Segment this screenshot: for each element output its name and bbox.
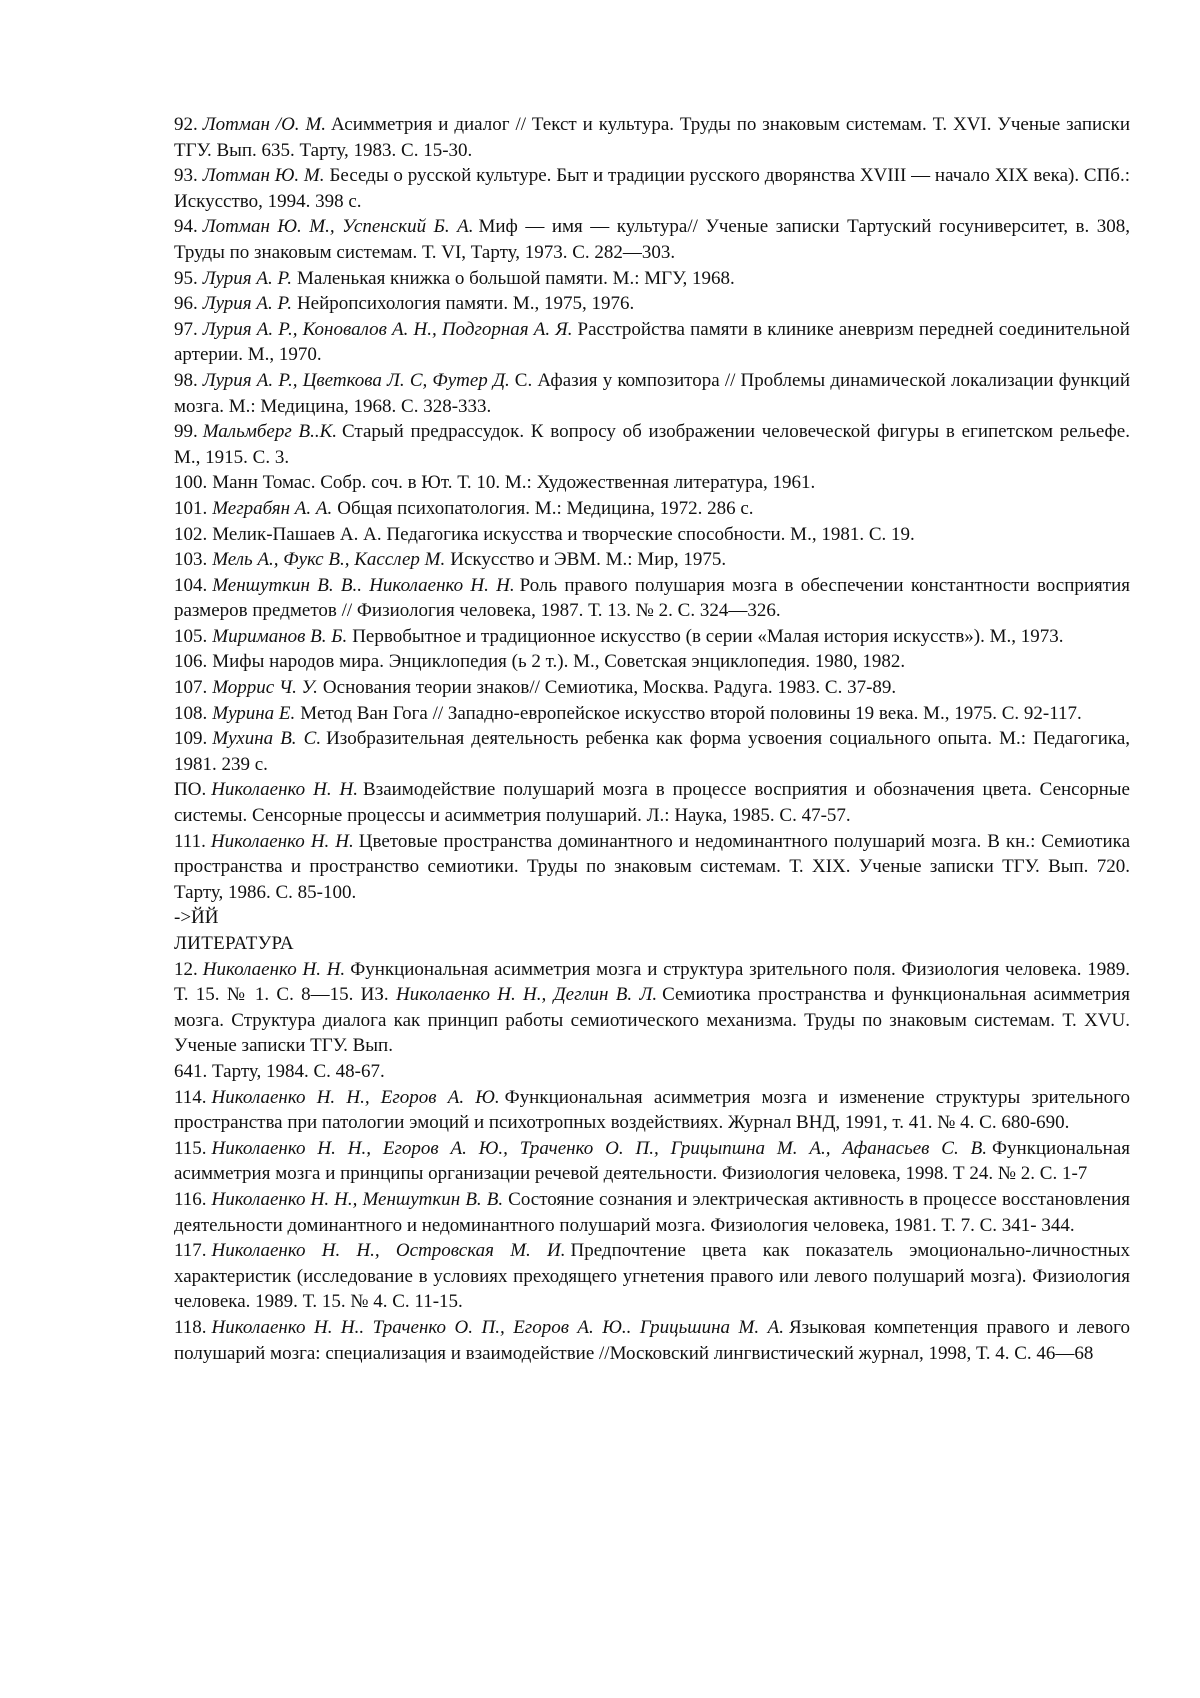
- reference-text: Мифы народов мира. Энциклопедия (ь 2 т.). М., Советская энциклопедия. 1980, 1982.: [212, 651, 906, 673]
- reference-number: 94.: [174, 216, 198, 238]
- reference-number: ПО.: [174, 779, 207, 801]
- reference-entry-112: [174, 957, 1130, 1059]
- reference-text: Состояние сознания и электрическая активность в процессе восстановления деятельности доминантного и недоминантного полушарий мозга. Физиология человека, 1981. Т. 7. С. 341- 344.: [174, 1188, 1130, 1236]
- reference-text: Мелик-Пашаев А. А. Педагогика искусства и творческие способности. М., 1981. С. 19.: [212, 523, 915, 545]
- reference-number: 103.: [174, 549, 208, 571]
- reference-entry: [174, 547, 1130, 573]
- reference-text: Функциональная асимметрия мозга и структура зрительного поля. Физиология человека. 1989. Т. 15. № 1. С. 8—15. ИЗ.: [174, 958, 1130, 1006]
- reference-entry: [174, 675, 1130, 701]
- reference-authors: Лурия А. Р.: [202, 267, 292, 289]
- reference-authors: Мальмберг В..К.: [202, 421, 337, 443]
- reference-entry: [174, 1315, 1130, 1366]
- reference-number: 97.: [174, 318, 198, 340]
- reference-authors: Лотман /О. М.: [202, 114, 327, 135]
- reference-authors: Николаенко Н. Н.. Траченко О. П., Егоров А. Ю.. Грицьшина М. А.: [211, 1316, 784, 1338]
- reference-text-113: Семиотика пространства и функциональная асимметрия мозга. Структура диалога как принцип работы семиотического механизма. Труды по знаковым системам. Т. XVU. Ученые записки ТГУ. Вып.: [174, 984, 1131, 1057]
- reference-authors: Николаенко Н. Н., Островская М. И.: [211, 1240, 566, 1262]
- reference-number: 106.: [174, 651, 208, 673]
- reference-authors: Лурия А. Р.: [202, 293, 292, 315]
- reference-number: 102.: [174, 523, 208, 545]
- reference-entry: [174, 214, 1130, 265]
- reference-number: 118.: [174, 1316, 207, 1338]
- reference-text: Миф — имя — культура// Ученые записки Тартуский госуниверситет, в. 308, Труды по знаковым системам. Т. VI, Тарту, 1973. С. 282—303.: [174, 216, 1131, 263]
- reference-entry: [174, 649, 1130, 675]
- reference-entry: [174, 368, 1130, 419]
- reference-number: 104.: [174, 574, 208, 596]
- reference-entry: [174, 291, 1130, 317]
- reference-text: Искусство и ЭВМ. М.: Мир, 1975.: [450, 549, 727, 571]
- reference-text: Расстройства памяти в клинике аневризм передней соединительной артерии. М., 1970.: [174, 318, 1130, 366]
- reference-text: Цветовые пространства доминантного и недоминантного полушарий мозга. В кн.: Семиотика пространства и пространство семиотики. Труды по знаковым системам. Т. XIX. Ученые записки ТГУ. Вып. 720. Тарту, 1986. С. 85-100.: [174, 830, 1131, 903]
- reference-entry: [174, 470, 1130, 496]
- reference-number: 101.: [174, 497, 208, 519]
- reference-number: 107.: [174, 677, 208, 699]
- reference-text: Роль правого полушария мозга в обеспечении константности восприятия размеров предметов // Физиология человека, 1987. Т. 13. № 2. С. 324—326.: [174, 574, 1130, 622]
- reference-text: Метод Ван Гога // Западно-европейское искусство второй половины 19 века. М., 1975. С. 92-117.: [300, 702, 1082, 724]
- reference-number: 117.: [174, 1240, 207, 1262]
- reference-authors: Лурия А. Р., Коновалов А. Н., Подгорная А. Я.: [202, 318, 573, 340]
- reference-text: Функциональная асимметрия мозга и изменение структуры зрительного пространства при патологии эмоций и психотропных воздействиях. Журнал ВНД, 1991, т. 41. № 4. С. 680-690.: [174, 1086, 1130, 1134]
- reference-number: 116.: [174, 1188, 207, 1210]
- reference-number: 12.: [174, 958, 198, 980]
- reference-entry: [174, 419, 1130, 470]
- reference-text: Беседы о русской культуре. Быт и традиции русского дворянства XVIII — начало XIX века). СПб.: Искусство, 1994. 398 с.: [174, 165, 1130, 212]
- reference-number: 96.: [174, 293, 198, 315]
- reference-text: Старый предрассудок. К вопросу об изображении человеческой фигуры в египетском рельефе. М., 1915. С. 3.: [174, 421, 1130, 468]
- reference-entry: [174, 317, 1130, 368]
- reference-authors: Меншуткин В. В.. Николаенко Н. Н.: [212, 574, 515, 596]
- reference-number: 95.: [174, 267, 198, 289]
- reference-number: 114.: [174, 1086, 207, 1108]
- reference-number: 93.: [174, 165, 198, 187]
- reference-entry: [174, 624, 1130, 650]
- reference-number: 111.: [174, 830, 206, 852]
- reference-authors: Николаенко Н. Н., Меншуткин В. В.: [211, 1188, 504, 1210]
- reference-number: 115.: [174, 1137, 207, 1159]
- reference-authors: Мухина В. С.: [212, 728, 322, 750]
- reference-text: Первобытное и традиционное искусство (в серии «Малая история искусств»). М., 1973.: [352, 625, 1064, 647]
- reference-text: Функциональная асимметрия мозга и принципы организации речевой деятельности. Физиология человека, 1998. Т 24. № 2. С. 1-7: [174, 1137, 1130, 1185]
- reference-text: Общая психопатология. М.: Медицина, 1972. 286 с.: [337, 497, 754, 519]
- reference-number: 108.: [174, 702, 208, 724]
- reference-number: 105.: [174, 625, 208, 647]
- reference-entry: [174, 266, 1130, 292]
- reference-list-2: [174, 1085, 1130, 1367]
- page-break-marker: ->ЙЙ: [174, 907, 219, 929]
- reference-entry: [174, 726, 1130, 777]
- reference-authors: Лотман Ю. М., Успенский Б. А.: [202, 216, 474, 238]
- reference-continuation: 641. Тарту, 1984. С. 48-67.: [174, 1060, 385, 1082]
- reference-authors-113: Николаенко Н. Н., Деглин В. Л.: [396, 984, 658, 1006]
- reference-authors: Николаенко Н. Н., Егоров А. Ю.: [211, 1086, 500, 1108]
- reference-entry: [174, 163, 1130, 214]
- reference-entry: [174, 701, 1130, 727]
- reference-authors: Лотман Ю. М.: [202, 165, 325, 187]
- reference-list-1: [174, 112, 1130, 905]
- reference-entry: [174, 1085, 1130, 1136]
- reference-entry: [174, 1187, 1130, 1238]
- reference-authors: Николаенко Н. Н.: [202, 958, 346, 980]
- reference-authors: Николаенко Н. Н.: [211, 779, 359, 801]
- reference-entry: [174, 496, 1130, 522]
- reference-entry: [174, 1136, 1130, 1187]
- reference-authors: Меграбян А. А.: [212, 497, 333, 519]
- section-heading: ЛИТЕРАТУРА: [174, 933, 294, 954]
- reference-entry: [174, 573, 1130, 624]
- reference-entry: [174, 112, 1130, 163]
- reference-authors: Мириманов В. Б.: [212, 625, 348, 647]
- reference-number: 98.: [174, 369, 198, 391]
- reference-authors: Николаенко Н. Н., Егоров А. Ю., Траченко О. П., Грицыпшна М. А., Афанасьев С. В.: [211, 1137, 987, 1159]
- reference-number: 109.: [174, 728, 208, 750]
- reference-text: Манн Томас. Собр. соч. в Ют. Т. 10. М.: Художественная литература, 1961.: [212, 472, 816, 494]
- reference-text: Изобразительная деятельность ребенка как форма усвоения социального опыта. М.: Педагогика, 1981. 239 с.: [174, 728, 1130, 775]
- reference-authors: Моррис Ч. У.: [212, 677, 318, 699]
- reference-text: Языковая компетенция правого и левого полушарий мозга: специализация и взаимодействие //Московский лингвистический журнал, 1998, Т. 4. С. 46—68: [174, 1316, 1130, 1364]
- reference-entry: [174, 1238, 1130, 1315]
- reference-text: Асимметрия и диалог // Текст и культура. Труды по знаковым системам. Т. XVI. Ученые записки ТГУ. Вып. 635. Тарту, 1983. С. 15-30.: [174, 114, 1130, 161]
- reference-number: 100.: [174, 472, 208, 494]
- reference-authors: Николаенко Н. Н.: [210, 830, 354, 852]
- reference-entry: [174, 777, 1130, 828]
- reference-text: С. Афазия у композитора // Проблемы динамической локализации функций мозга. М.: Медицина, 1968. С. 328-333.: [174, 369, 1130, 417]
- reference-text: Взаимодействие полушарий мозга в процессе восприятия и обозначения цвета. Сенсорные системы. Сенсорные процессы и асимметрия полушарий. Л.: Наука, 1985. С. 47-57.: [174, 779, 1130, 827]
- reference-text: Предпочтение цвета как показатель эмоционально-личностных характеристик (исследование в условиях преходящего угнетения правого или левого полушарий мозга). Физиология человека. 1989. Т. 15. № 4. С. 11-15.: [174, 1240, 1130, 1313]
- reference-number: 99.: [174, 421, 198, 443]
- reference-text: Основания теории знаков// Семиотика, Москва. Радуга. 1983. С. 37-89.: [322, 677, 897, 699]
- reference-text: Нейропсихология памяти. М., 1975, 1976.: [296, 293, 635, 315]
- reference-text: Маленькая книжка о большой памяти. М.: МГУ, 1968.: [296, 267, 735, 289]
- reference-authors: Мель А., Фукс В., Касслер М.: [212, 549, 446, 571]
- reference-entry: [174, 522, 1130, 548]
- reference-authors: Мурина Е.: [212, 702, 296, 724]
- reference-number: 92.: [174, 114, 198, 135]
- reference-entry: [174, 829, 1130, 906]
- bibliography-page: [174, 112, 1130, 1366]
- reference-authors: Лурия А. Р., Цветкова Л. С, Футер Д.: [202, 369, 510, 391]
